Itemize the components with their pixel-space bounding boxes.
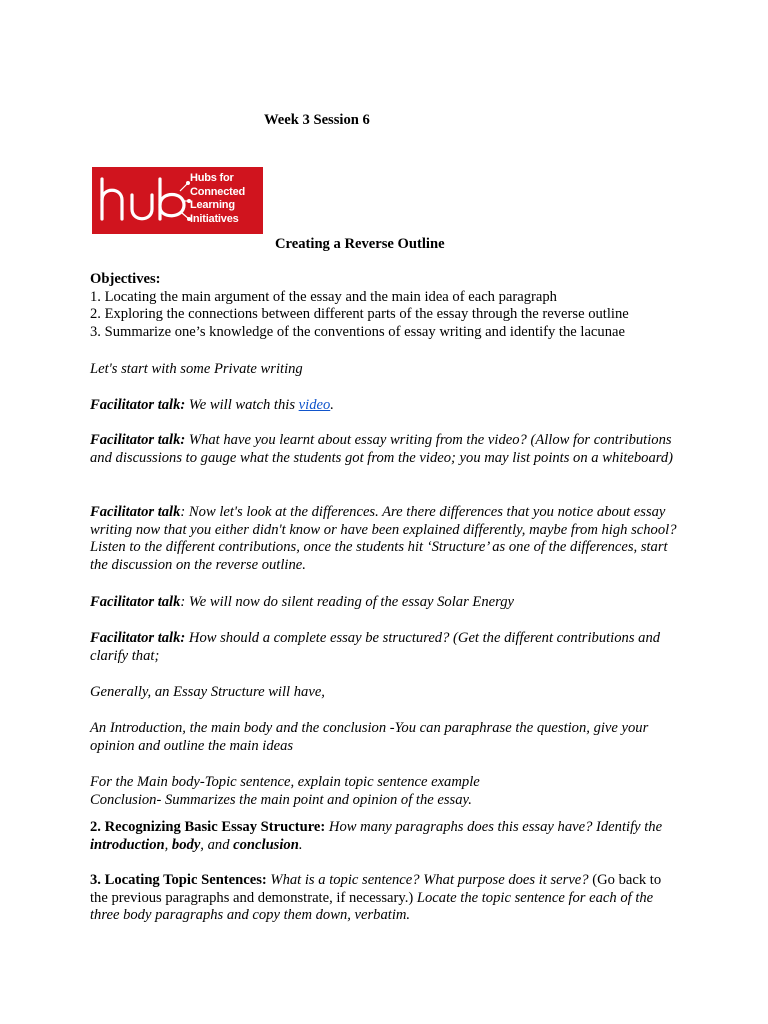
section-task: Locate the topic sentence for each of the three body paragraphs and copy them down, verbatim.: [90, 889, 654, 924]
introduction-description: An Introduction, the main body and the conclusion -You can paraphrase the question, give your opinion and outline the main ideas: [90, 720, 649, 754]
document-title: Creating a Reverse Outline: [275, 236, 445, 252]
facilitator-label: Facilitator talk:: [90, 432, 186, 448]
talk-end: .: [330, 397, 334, 413]
talk-text: : Now let's look at the differences. Are there differences that you notice about essay writing now that you either didn't know or have been explained differently, maybe from high school? Listen to the different contributions, once the students hit ‘Structure’ as one of the differences, start the discussion on the reverse outline.: [90, 504, 677, 573]
objective-item: 3. Summarize one’s knowledge of the conventions of essay writing and identify the lacunae: [90, 323, 625, 340]
section-3: [90, 872, 682, 925]
objectives-heading: Objectives:: [90, 271, 161, 287]
facilitator-talk-2: [90, 432, 682, 467]
logo-line: Connected: [190, 185, 246, 198]
video-link[interactable]: video: [298, 397, 331, 413]
separator: , and: [200, 836, 234, 853]
objectives-section: [90, 271, 710, 341]
facilitator-talk-5: [90, 630, 682, 665]
objective-item: 2. Exploring the connections between different parts of the essay through the reverse outline: [90, 306, 629, 323]
section-question: What is a topic sentence? What purpose does it serve?: [266, 872, 589, 888]
section-question: How many paragraphs does this essay have? Identify the: [325, 819, 663, 835]
section-2: [90, 819, 682, 854]
facilitator-label: Facilitator talk:: [90, 397, 186, 413]
section-heading: 3. Locating Topic Sentences:: [90, 872, 267, 888]
facilitator-label: Facilitator talk: [90, 504, 181, 520]
keyword-conclusion: conclusion: [233, 836, 299, 853]
hub-logo: [92, 167, 263, 234]
facilitator-talk-3: [90, 504, 682, 574]
hub-logo-text: [190, 172, 245, 226]
talk-text: : We will now do silent reading of the essay Solar Energy: [180, 594, 515, 610]
section-end: .: [298, 836, 303, 853]
facilitator-talk-1: [90, 397, 682, 415]
talk-text: What have you learnt about essay writing from the video? (Allow for contributions and discussions to gauge what the students got from the video; you may list points on a whiteboard): [90, 432, 674, 466]
private-writing-line: Let's start with some Private writing: [90, 361, 303, 377]
keyword-body: body: [171, 836, 201, 853]
conclusion-description: Conclusion- Summarizes the main point and opinion of the essay.: [90, 792, 472, 808]
session-heading: Week 3 Session 6: [264, 112, 370, 128]
main-body-description: For the Main body-Topic sentence, explain topic sentence example: [90, 774, 480, 790]
talk-text: We will watch this: [185, 397, 299, 413]
keyword-introduction: introduction: [90, 836, 165, 853]
objective-item: 1. Locating the main argument of the essay and the main idea of each paragraph: [90, 288, 557, 305]
logo-line: Learning: [190, 199, 235, 211]
logo-line: Initiatives: [190, 212, 239, 225]
essay-structure-intro: Generally, an Essay Structure will have,: [90, 684, 325, 700]
logo-line: Hubs for: [190, 172, 234, 184]
facilitator-label: Facilitator talk: [90, 594, 181, 610]
talk-text: How should a complete essay be structured? (Get the different contributions and clarify that;: [90, 630, 661, 664]
section-heading: 2. Recognizing Basic Essay Structure:: [90, 819, 326, 835]
section-instruction: (Go back to the previous paragraphs and demonstrate, if necessary.): [90, 872, 662, 906]
separator: ,: [164, 836, 172, 853]
facilitator-label: Facilitator talk:: [90, 630, 186, 646]
facilitator-talk-4: [90, 594, 682, 612]
